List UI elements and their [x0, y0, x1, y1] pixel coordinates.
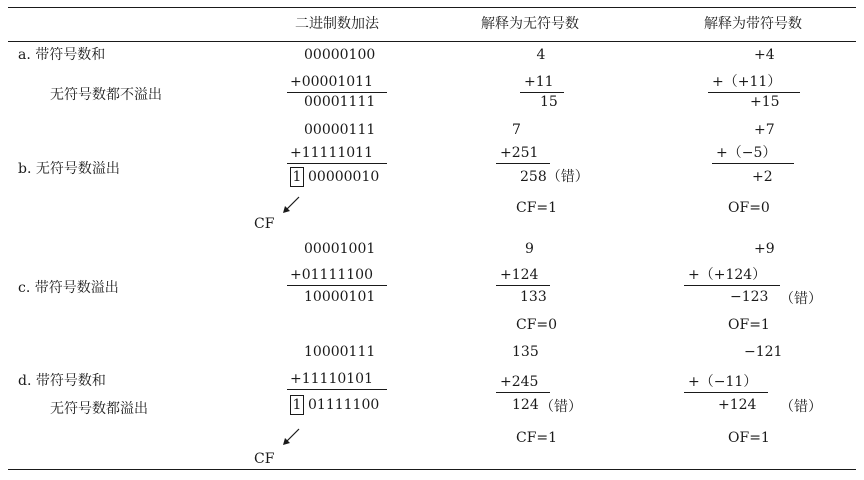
row-d-binary-operand2: +11110101 [290, 371, 373, 387]
header-signed: 解释为带符号数 [704, 16, 802, 32]
table-bottom-rule [8, 469, 856, 470]
row-d-signed-flag: OF=1 [728, 430, 770, 446]
row-d-unsigned-flag: CF=1 [516, 430, 558, 446]
row-b-binary-sum-line [287, 163, 387, 164]
header-rule [8, 41, 856, 42]
row-c-binary-sum-line [287, 285, 387, 286]
row-a-label-line1: a. 带符号数和 [18, 47, 106, 63]
row-b-unsigned-operand1: 7 [512, 122, 521, 138]
row-a-binary-operand1: 00000100 [304, 47, 376, 63]
row-d-unsigned-operand2: +245 [500, 374, 539, 390]
row-d-unsigned-sum-line [496, 392, 550, 393]
row-c-unsigned-sum-line [496, 285, 550, 286]
row-c-signed-sum-line [684, 285, 780, 286]
row-b-unsigned-flag: CF=1 [516, 200, 558, 216]
row-d-carry-box: 1 [290, 395, 304, 415]
row-d-label-line2: 无符号数都溢出 [50, 401, 148, 417]
row-d-label-line1: d. 带符号数和 [18, 373, 106, 389]
row-b-unsigned-result: 258（错） [520, 169, 589, 185]
row-d-carry-flag-label: CF [254, 451, 275, 467]
table-top-rule [8, 7, 856, 8]
row-a-binary-result: 00001111 [304, 94, 376, 110]
row-b-signed-operand1: +7 [754, 122, 775, 138]
row-c-signed-flag: OF=1 [728, 317, 770, 333]
row-c-binary-result: 10000101 [304, 289, 376, 305]
row-b-label: b. 无符号数溢出 [18, 161, 120, 177]
row-b-carry-arrow-icon [280, 194, 304, 216]
row-c-signed-operand2: +（+124） [688, 267, 767, 283]
row-c-unsigned-result: 133 [520, 289, 547, 305]
row-c-signed-result: −123 [730, 289, 769, 305]
row-d-binary-operand1: 10000111 [304, 344, 376, 360]
row-d-unsigned-result: 124 [512, 397, 539, 413]
row-b-carry-flag-label: CF [254, 216, 275, 232]
row-a-signed-operand2: +（+11） [712, 74, 782, 90]
row-b-carry-box: 1 [290, 167, 304, 187]
row-d-signed-result: +124 [718, 397, 757, 413]
row-a-unsigned-operand1: 4 [536, 47, 546, 63]
row-d-signed-error-label: （错） [780, 399, 822, 415]
row-a-binary-operand2: +00001011 [290, 74, 373, 90]
header-unsigned: 解释为无符号数 [481, 16, 579, 32]
row-d-unsigned-operand1: 135 [512, 344, 539, 360]
row-b-signed-sum-line [712, 163, 794, 164]
row-d-signed-sum-line [684, 392, 768, 393]
row-c-unsigned-operand1: 9 [525, 241, 534, 257]
row-b-unsigned-sum-line [496, 163, 550, 164]
row-a-signed-operand1: +4 [754, 47, 775, 63]
row-b-signed-operand2: +（−5） [716, 145, 777, 161]
row-c-signed-operand1: +9 [754, 241, 775, 257]
row-b-binary-result: 00000010 [308, 169, 380, 185]
row-b-binary-operand2: +11111011 [290, 145, 373, 161]
row-a-unsigned-result: 15 [540, 94, 558, 110]
row-b-unsigned-operand2: +251 [500, 145, 539, 161]
row-c-unsigned-flag: CF=0 [516, 317, 558, 333]
row-c-binary-operand1: 00001001 [304, 241, 376, 257]
row-d-carry-arrow-icon [280, 426, 304, 448]
header-binary-addition: 二进制数加法 [295, 16, 379, 32]
row-d-signed-operand2: +（−11） [688, 374, 758, 390]
row-c-signed-error-label: （错） [780, 291, 822, 307]
row-d-binary-sum-line [287, 389, 387, 390]
row-d-binary-result: 01111100 [308, 397, 380, 413]
row-b-signed-result: +2 [752, 169, 773, 185]
row-a-unsigned-operand2: +11 [524, 74, 554, 90]
row-d-signed-operand1: −121 [744, 344, 783, 360]
row-c-binary-operand2: +01111100 [290, 267, 373, 283]
row-b-binary-operand1: 00000111 [304, 122, 376, 138]
row-a-label-line2: 无符号数都不溢出 [50, 87, 162, 103]
row-d-unsigned-error-label: （错） [540, 399, 582, 415]
row-b-signed-flag: OF=0 [728, 200, 770, 216]
row-c-label: c. 带符号数溢出 [18, 280, 119, 296]
row-c-unsigned-operand2: +124 [500, 267, 539, 283]
row-a-signed-result: +15 [750, 94, 780, 110]
